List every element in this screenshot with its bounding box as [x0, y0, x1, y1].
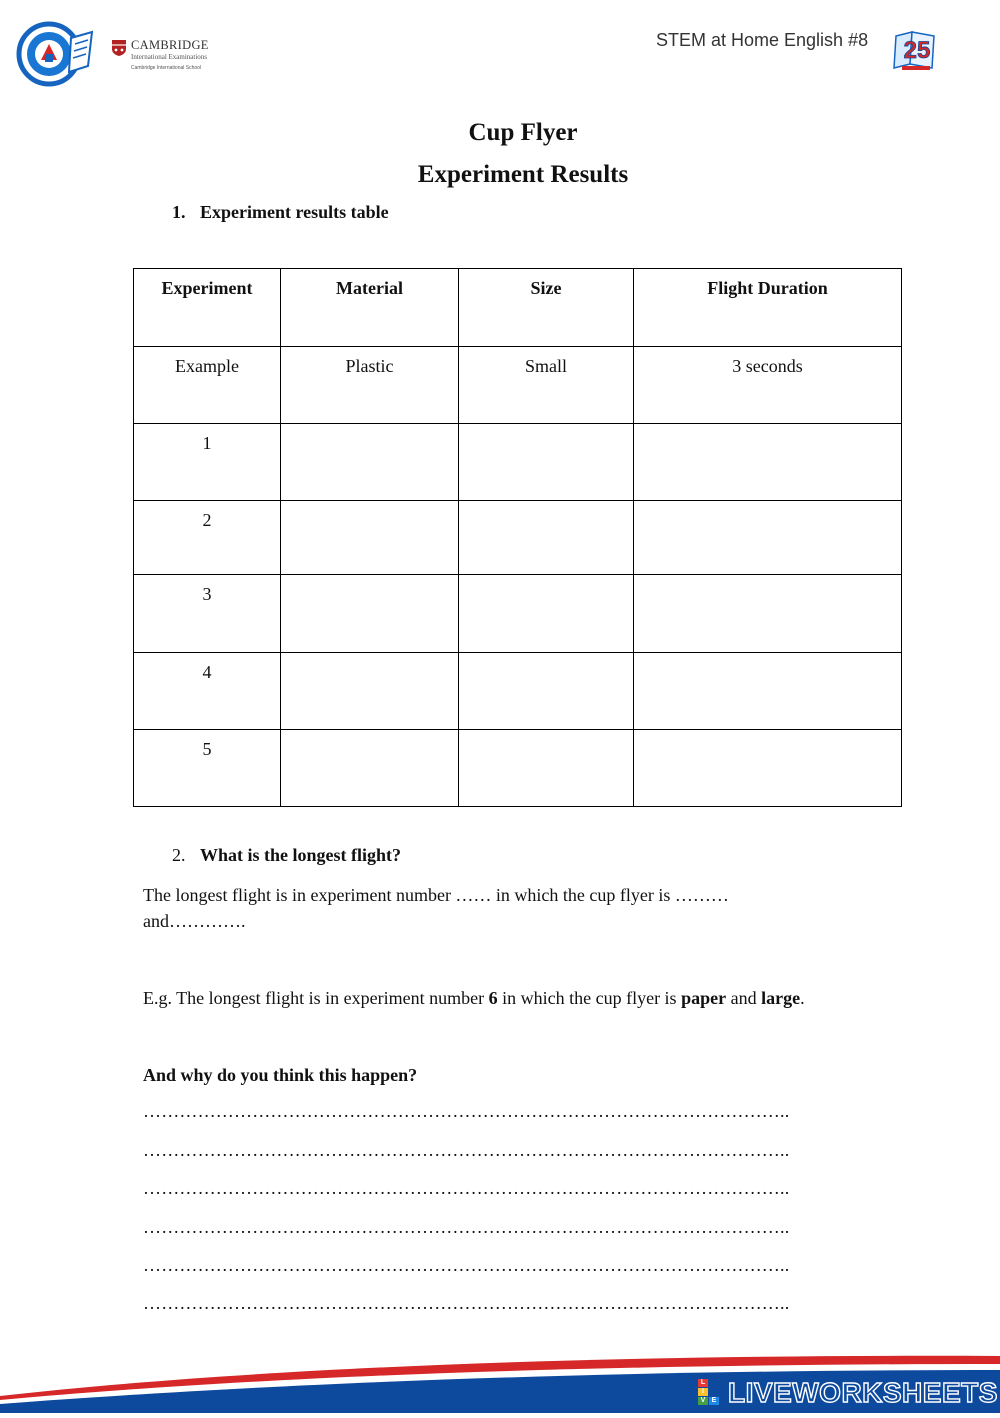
section2-label: What is the longest flight?	[200, 845, 402, 865]
school-logo	[16, 18, 96, 88]
answer-cell[interactable]	[634, 501, 902, 575]
answer-line[interactable]: ……………………………………………………………………………………………..	[143, 1140, 790, 1160]
example-text: in which the cup flyer is	[497, 988, 682, 1008]
table-row	[134, 730, 902, 807]
section2-heading	[172, 845, 401, 866]
answer-cell[interactable]	[459, 501, 634, 575]
page-title: Cup Flyer	[468, 119, 578, 146]
answer-line[interactable]: ……………………………………………………………………………………………..	[143, 1178, 790, 1198]
answer-line[interactable]: ……………………………………………………………………………………………..	[143, 1101, 790, 1121]
example-sentence	[143, 985, 805, 1011]
section1-heading	[172, 202, 389, 223]
header-flight-duration: Flight Duration	[634, 269, 902, 347]
answer-cell[interactable]	[634, 424, 902, 501]
answer-cell[interactable]	[459, 575, 634, 653]
table-row	[134, 575, 902, 653]
answer-line[interactable]: ……………………………………………………………………………………………..	[143, 1217, 790, 1237]
answer-line[interactable]: ……………………………………………………………………………………………..	[143, 1255, 790, 1275]
answer-cell[interactable]	[281, 501, 459, 575]
lw-letter: E	[709, 1397, 719, 1405]
example-text: .	[800, 988, 805, 1008]
series-title: STEM at Home English #8	[656, 30, 869, 50]
answer-cell[interactable]	[634, 730, 902, 807]
cambridge-shield-icon	[112, 40, 126, 56]
table-cell: 3	[134, 575, 281, 653]
answer-cell[interactable]	[281, 424, 459, 501]
section2-number: 2.	[172, 845, 186, 865]
table-cell: Plastic	[281, 347, 459, 424]
answer-cell[interactable]	[281, 730, 459, 807]
badge-number: 25	[903, 37, 931, 64]
why-question: And why do you think this happen?	[143, 1065, 418, 1085]
header-experiment: Experiment	[134, 269, 281, 347]
answer-cell[interactable]	[281, 575, 459, 653]
example-text: E.g. The longest flight is in experiment number	[143, 988, 489, 1008]
page-subtitle: Experiment Results	[417, 161, 629, 188]
liveworksheets-squares-icon	[698, 1379, 722, 1407]
answer-line[interactable]: ……………………………………………………………………………………………..	[143, 1293, 790, 1313]
answer-cell[interactable]	[459, 424, 634, 501]
liveworksheets-logo[interactable]	[698, 1377, 998, 1409]
example-number: 6	[488, 988, 498, 1008]
table-row	[134, 347, 902, 424]
lw-letter: I	[698, 1388, 708, 1396]
example-text: and	[726, 988, 762, 1008]
prompt-line-1: The longest flight is in experiment number …… in which the cup flyer is ………	[143, 885, 729, 905]
answer-cell[interactable]	[634, 575, 902, 653]
answer-cell[interactable]	[459, 653, 634, 730]
cambridge-logo	[112, 38, 222, 78]
table-cell: 4	[134, 653, 281, 730]
section1-label: Experiment results table	[200, 202, 389, 222]
table-cell: Example	[134, 347, 281, 424]
table-row	[134, 424, 902, 501]
table-cell: 3 seconds	[634, 347, 902, 424]
section1-number: 1.	[172, 202, 186, 222]
table-cell: 1	[134, 424, 281, 501]
cambridge-name: CAMBRIDGE	[131, 38, 209, 52]
table-cell: 2	[134, 501, 281, 575]
answer-cell[interactable]	[281, 653, 459, 730]
results-table	[133, 268, 902, 807]
header-material: Material	[281, 269, 459, 347]
cambridge-subtitle: International Examinations	[131, 53, 208, 61]
header-size: Size	[459, 269, 634, 347]
table-cell: Small	[459, 347, 634, 424]
table-row	[134, 653, 902, 730]
example-size: large	[761, 988, 801, 1008]
anniversary-badge-icon	[890, 28, 944, 72]
answer-cell[interactable]	[459, 730, 634, 807]
table-cell: 5	[134, 730, 281, 807]
liveworksheets-text: LIVEWORKSHEETS	[728, 1377, 998, 1408]
cambridge-school: Cambridge International School	[131, 65, 202, 71]
prompt-line-2: and………….	[143, 911, 246, 931]
answer-cell[interactable]	[634, 653, 902, 730]
example-material: paper	[681, 988, 727, 1008]
table-header-row	[134, 269, 902, 347]
lw-letter: V	[698, 1397, 708, 1405]
lw-letter: L	[698, 1379, 708, 1387]
table-row	[134, 501, 902, 575]
